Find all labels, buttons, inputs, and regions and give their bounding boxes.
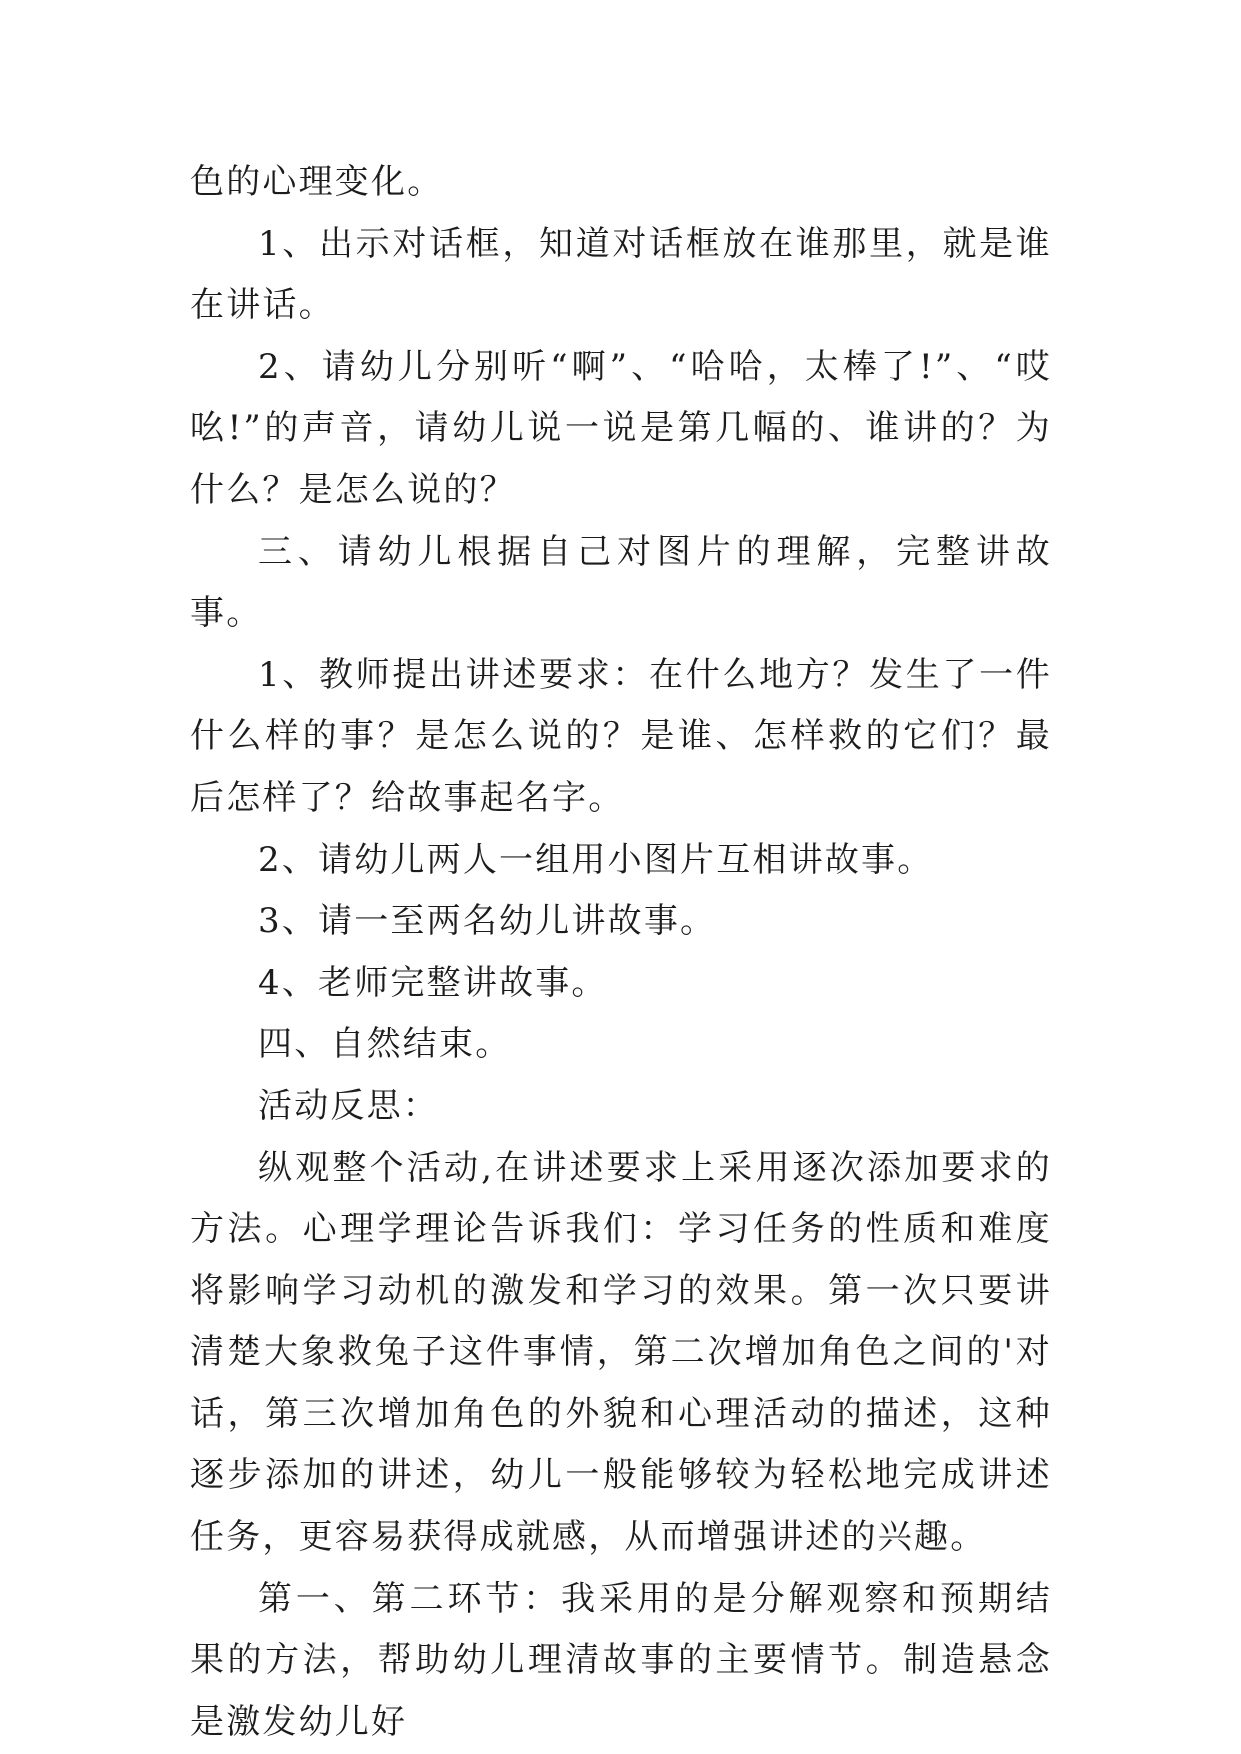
heading-activity-reflection: 活动反思： xyxy=(258,1085,439,1126)
paragraph-pair-storytelling: 2、请幼儿两人一组用小图片互相讲故事。 xyxy=(258,839,934,880)
paragraph-continuation: 色的心理变化。 xyxy=(190,162,444,202)
paragraph-step-2-listen-sounds: 2、请幼儿分别听“啊”、“哈哈，太棒了!”、“哎吆!”的声音，请幼儿说一说是第几幅的、谁讲的？为什么？是怎么说的？ xyxy=(190,346,1052,510)
paragraph-reflection-overview: 纵观整个活动,在讲述要求上采用逐次添加要求的方法。心理学理论告诉我们：学习任务的性质和难度将影响学习动机的激发和学习的效果。第一次只要讲清楚大象救兔子这件事情，第二次增加角色之间的'对话，第三次增加角色的外貌和心理活动的描述，这种逐步添加的讲述，幼儿一般能够较为轻松地完成讲述任务，更容易获得成就感，从而增强讲述的兴趣。 xyxy=(190,1147,1052,1558)
document-body xyxy=(190,152,1052,1753)
paragraph-teacher-tells-story: 4、老师完整讲故事。 xyxy=(258,962,608,1003)
paragraph-children-tell-story: 3、请一至两名幼儿讲故事。 xyxy=(258,901,717,942)
paragraph-step-1-dialog-box: 1、出示对话框，知道对话框放在谁那里，就是谁在讲话。 xyxy=(190,223,1052,326)
paragraph-section-four: 四、自然结束。 xyxy=(258,1024,512,1065)
paragraph-section-three: 三、请幼儿根据自己对图片的理解，完整讲故事。 xyxy=(190,531,1052,634)
paragraph-teacher-requirements: 1、教师提出讲述要求：在什么地方？发生了一件什么样的事？是怎么说的？是谁、怎样救的它们？最后怎样了？给故事起名字。 xyxy=(190,654,1052,818)
paragraph-reflection-first-second-stage: 第一、第二环节：我采用的是分解观察和预期结果的方法，帮助幼儿理清故事的主要情节。制造悬念是激发幼儿好 xyxy=(190,1578,1052,1742)
